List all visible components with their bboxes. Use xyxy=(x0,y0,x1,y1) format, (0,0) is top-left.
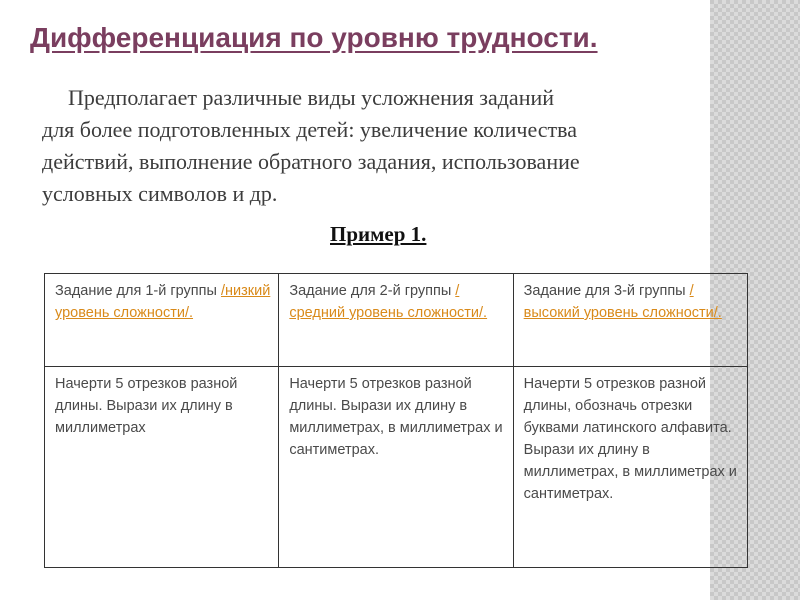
header-cell-group-1 xyxy=(45,274,279,367)
task-text: Начерти 5 отрезков разной длины. Вырази их длину в миллиметрах, в миллиметрах и сантиметрах. xyxy=(289,376,503,458)
paragraph-line: действий, выполнение обратного задания, использование xyxy=(42,149,580,174)
header-text: Задание для 1-й группы xyxy=(55,283,221,299)
paragraph-line: для более подготовленных детей: увеличение количества xyxy=(42,117,578,142)
task-cell-group-2 xyxy=(279,367,513,568)
tasks-table xyxy=(44,273,748,568)
difficulty-level-link[interactable]: /высокий уровень сложности/. xyxy=(523,283,722,321)
header-text: Задание для 3-й группы xyxy=(523,283,690,299)
task-text: Начерти 5 отрезков разной длины. Вырази их длину в миллиметрах xyxy=(55,376,238,436)
header-cell-group-2 xyxy=(279,274,513,367)
header-cell-group-3 xyxy=(513,274,747,367)
task-cell-group-1 xyxy=(45,367,279,568)
difficulty-level-link[interactable]: /средний уровень сложности/. xyxy=(289,283,488,321)
table-row xyxy=(45,367,748,568)
paragraph-line: Предполагает различные виды усложнения заданий xyxy=(68,85,555,110)
paragraph-line: условных символов и др. xyxy=(42,181,278,206)
example-label: Пример 1. xyxy=(330,222,427,246)
slide-title: Дифференциация по уровню трудности. xyxy=(30,22,598,53)
description-paragraph xyxy=(42,82,702,210)
difficulty-level-link[interactable]: /низкий уровень сложности/. xyxy=(55,283,271,321)
header-text: Задание для 2-й группы xyxy=(289,283,456,299)
task-cell-group-3 xyxy=(513,367,747,568)
task-text: Начерти 5 отрезков разной длины, обозначь отрезки буквами латинского алфавита. Вырази их длину в миллиметрах, в миллиметрах и сантиметрах. xyxy=(523,376,737,502)
table-header-row xyxy=(45,274,748,367)
